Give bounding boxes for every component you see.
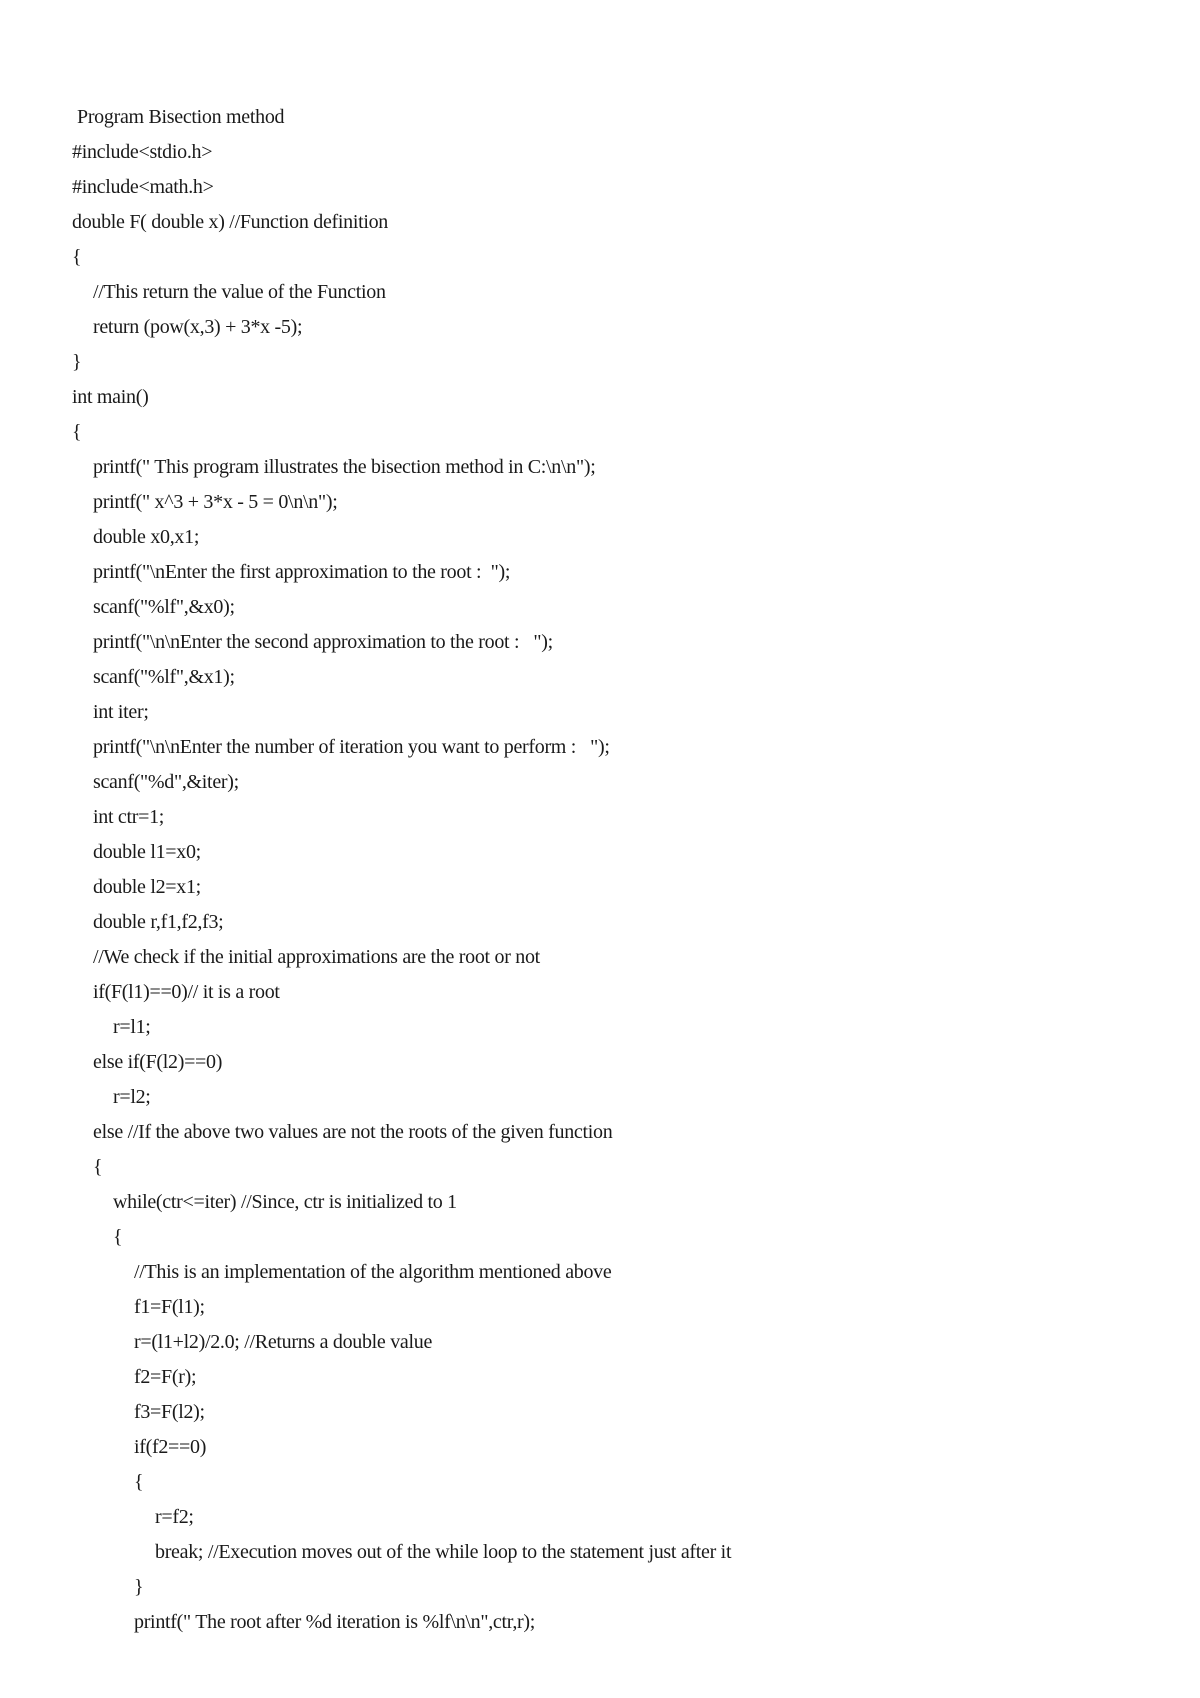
code-line: printf(" The root after %d iteration is %lf\n\n",ctr,r); xyxy=(134,1611,536,1633)
code-line: scanf("%lf",&x0); xyxy=(93,596,235,618)
code-line: if(f2==0) xyxy=(134,1436,207,1458)
code-line: int ctr=1; xyxy=(93,806,165,828)
code-listing xyxy=(72,100,1152,1640)
code-line: r=l2; xyxy=(113,1086,151,1108)
code-line: int main() xyxy=(72,386,149,408)
code-line: scanf("%lf",&x1); xyxy=(93,666,235,688)
code-line: { xyxy=(113,1226,123,1248)
code-line: printf(" x^3 + 3*x - 5 = 0\n\n"); xyxy=(93,491,338,513)
code-line: //This return the value of the Function xyxy=(93,281,386,303)
code-line: r=(l1+l2)/2.0; //Returns a double value xyxy=(134,1331,433,1353)
code-line: { xyxy=(134,1471,144,1493)
document-title: Program Bisection method xyxy=(77,106,285,128)
code-line: { xyxy=(72,421,82,443)
code-line: while(ctr<=iter) //Since, ctr is initialized to 1 xyxy=(113,1191,457,1213)
code-line: #include<math.h> xyxy=(72,176,214,198)
code-line: } xyxy=(72,351,82,373)
code-line: int iter; xyxy=(93,701,149,723)
code-line: { xyxy=(93,1156,103,1178)
code-line: double x0,x1; xyxy=(93,526,200,548)
code-line: //This is an implementation of the algorithm mentioned above xyxy=(134,1261,612,1283)
code-line: double r,f1,f2,f3; xyxy=(93,911,224,933)
code-line: f1=F(l1); xyxy=(134,1296,205,1318)
code-line: printf("\nEnter the first approximation to the root : "); xyxy=(93,561,511,583)
code-line: r=f2; xyxy=(155,1506,194,1528)
code-line: printf("\n\nEnter the second approximation to the root : "); xyxy=(93,631,553,653)
code-line: else if(F(l2)==0) xyxy=(93,1051,223,1073)
code-line: double F( double x) //Function definition xyxy=(72,211,389,233)
code-line: #include<stdio.h> xyxy=(72,141,213,163)
code-line: double l2=x1; xyxy=(93,876,201,898)
code-line: { xyxy=(72,246,82,268)
code-line: } xyxy=(134,1576,144,1598)
code-line: if(F(l1)==0)// it is a root xyxy=(93,981,280,1003)
code-line: printf("\n\nEnter the number of iteration you want to perform : "); xyxy=(93,736,610,758)
code-line: else //If the above two values are not the roots of the given function xyxy=(93,1121,613,1143)
code-line: //We check if the initial approximations are the root or not xyxy=(93,946,540,968)
code-line: f2=F(r); xyxy=(134,1366,197,1388)
code-line: printf(" This program illustrates the bisection method in C:\n\n"); xyxy=(93,456,596,478)
code-line: break; //Execution moves out of the while loop to the statement just after it xyxy=(155,1541,732,1563)
code-line: double l1=x0; xyxy=(93,841,201,863)
code-line: return (pow(x,3) + 3*x -5); xyxy=(93,316,303,338)
code-line: f3=F(l2); xyxy=(134,1401,205,1423)
code-line: r=l1; xyxy=(113,1016,151,1038)
code-line: scanf("%d",&iter); xyxy=(93,771,239,793)
